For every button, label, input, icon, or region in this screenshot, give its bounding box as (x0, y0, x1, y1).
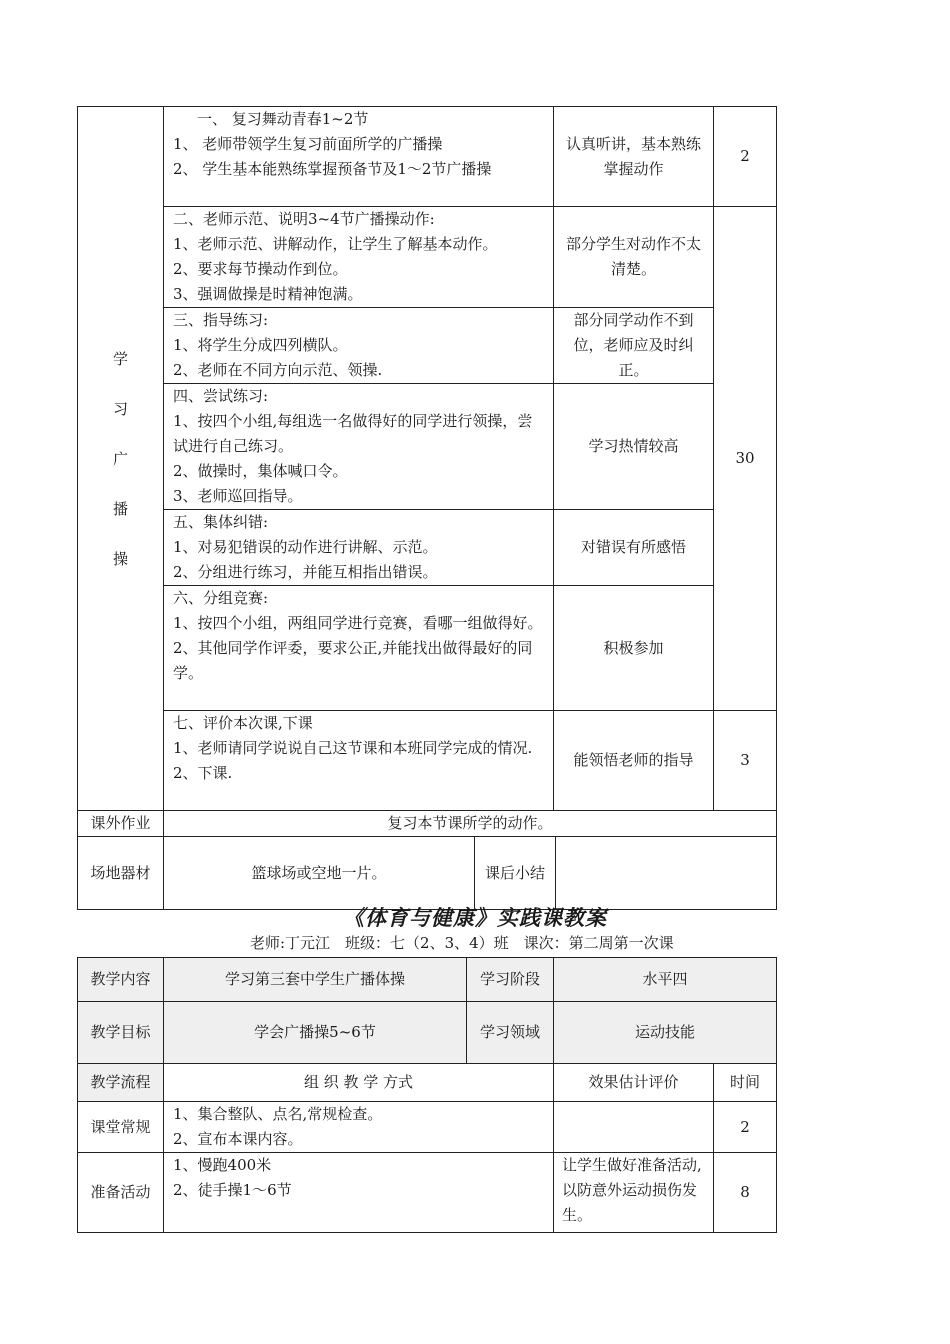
section-line: 2、下课. (173, 764, 233, 782)
section-guided-practice (164, 308, 554, 384)
warmup-label: 准备活动 (78, 1153, 164, 1233)
time-cell: 30 (714, 207, 777, 711)
section-line: 2、要求每节操动作到位。 (173, 260, 348, 278)
effect-cell: 能领悟老师的指导 (554, 711, 714, 811)
section-heading: 三、指导练习: (173, 311, 269, 329)
table-row (78, 1064, 777, 1102)
table-row (78, 384, 777, 510)
summary-label: 课后小结 (475, 837, 556, 909)
summary-value (556, 837, 776, 909)
content-label: 教学内容 (78, 958, 164, 1002)
section-review (164, 107, 554, 207)
section-heading: 二、老师示范、说明3~4节广播操动作: (173, 210, 435, 228)
section-line: 1、将学生分成四列横队。 (173, 336, 348, 354)
section-evaluation (164, 711, 554, 811)
section-line: 2、做操时，集体喊口令。 (173, 462, 348, 480)
section-line: 3、强调做操是时精神饱满。 (173, 285, 363, 303)
lesson-table-continued (77, 106, 777, 910)
category-char: 操 (112, 549, 128, 568)
routine-line: 1、集合整队、点名,常规检查。 (173, 1105, 383, 1123)
section-heading: 四、尝试练习: (173, 387, 269, 405)
venue-label: 场地器材 (78, 837, 164, 910)
table-row (78, 711, 777, 811)
section-line: 1、按四个小组，两组同学进行竞赛，看哪一组做得好。 (173, 614, 543, 632)
time-cell: 8 (714, 1153, 777, 1233)
warmup-content (164, 1153, 554, 1233)
routine-line: 2、宣布本课内容。 (173, 1130, 303, 1148)
effect-cell: 让学生做好准备活动,以防意外运动损伤发生。 (554, 1153, 714, 1233)
routine-label: 课堂常规 (78, 1102, 164, 1153)
effect-cell: 积极参加 (554, 586, 714, 711)
page-title: 《体育与健康》实践课教案 (343, 905, 607, 930)
table-row (78, 510, 777, 586)
section-heading: 一、 复习舞动青春1~2节 (197, 110, 369, 128)
table-row (78, 1102, 777, 1153)
section-line: 3、老师巡回指导。 (173, 487, 303, 505)
table-row (78, 107, 777, 207)
effect-cell (554, 1102, 714, 1153)
section-line: 1、老师示范、讲解动作，让学生了解基本动作。 (173, 235, 498, 253)
routine-content (164, 1102, 554, 1153)
table-row (78, 958, 777, 1002)
time-cell: 2 (714, 107, 777, 207)
table-row (78, 837, 777, 910)
table-row (78, 586, 777, 711)
effect-cell: 部分同学动作不到位，老师应及时纠正。 (554, 308, 714, 384)
table-row (78, 1002, 777, 1064)
table-row (78, 811, 777, 837)
venue-value: 篮球场或空地一片。 (164, 837, 475, 909)
table-row (78, 207, 777, 308)
effect-cell: 对错误有所感悟 (554, 510, 714, 586)
section-heading: 六、分组竞赛: (173, 589, 269, 607)
section-line: 1、老师请同学说说自己这节课和本班同学完成的情况. (173, 739, 533, 757)
table-row (78, 308, 777, 384)
category-char: 广 (112, 449, 128, 468)
time-header: 时间 (714, 1064, 777, 1102)
warmup-line: 1、慢跑400米 (173, 1156, 272, 1174)
domain-label: 学习领域 (467, 1002, 554, 1064)
venue-summary-cell (164, 837, 777, 910)
table-row (78, 1153, 777, 1233)
method-header: 组 织 教 学 方式 (164, 1064, 554, 1102)
lesson-meta: 老师:丁元江 班级：七（2、3、4）班 课次：第二周第一次课 (250, 934, 674, 952)
section-group-competition (164, 586, 554, 711)
category-char: 播 (112, 499, 128, 518)
section-line: 2、分组进行练习，并能互相指出错误。 (173, 563, 438, 581)
category-cell (78, 107, 164, 811)
lesson-table-new (77, 957, 777, 1233)
stage-value: 水平四 (554, 958, 777, 1002)
section-line: 1、按四个小组,每组选一名做得好的同学进行领操，尝试进行自己练习。 (173, 412, 533, 455)
process-label: 教学流程 (78, 1064, 164, 1102)
section-line: 1、 老师带领学生复习前面所学的广播操 (173, 135, 443, 153)
effect-cell: 学习热情较高 (554, 384, 714, 510)
effect-cell: 部分学生对动作不太清楚。 (554, 207, 714, 308)
domain-value: 运动技能 (554, 1002, 777, 1064)
section-trial-practice (164, 384, 554, 510)
time-cell: 3 (714, 711, 777, 811)
category-char: 学 (112, 349, 128, 368)
warmup-line: 2、徒手操1～6节 (173, 1181, 292, 1199)
section-heading: 七、评价本次课,下课 (173, 714, 313, 732)
goal-label: 教学目标 (78, 1002, 164, 1064)
effect-cell: 认真听讲，基本熟练掌握动作 (554, 107, 714, 207)
section-error-correction (164, 510, 554, 586)
section-demo (164, 207, 554, 308)
section-line: 2、其他同学作评委，要求公正,并能找出做得最好的同学。 (173, 639, 533, 682)
category-char: 习 (112, 399, 128, 418)
section-line: 2、 学生基本能熟练掌握预备节及1～2节广播操 (173, 160, 492, 178)
section-line: 2、老师在不同方向示范、领操. (173, 361, 383, 379)
stage-label: 学习阶段 (467, 958, 554, 1002)
time-cell: 2 (714, 1102, 777, 1153)
section-line: 1、对易犯错误的动作进行讲解、示范。 (173, 538, 438, 556)
content-value: 学习第三套中学生广播体操 (164, 958, 467, 1002)
section-heading: 五、集体纠错: (173, 513, 269, 531)
homework-value: 复习本节课所学的动作。 (164, 811, 777, 837)
goal-value: 学会广播操5~6节 (164, 1002, 467, 1064)
effect-header: 效果估计评价 (554, 1064, 714, 1102)
homework-label: 课外作业 (78, 811, 164, 837)
